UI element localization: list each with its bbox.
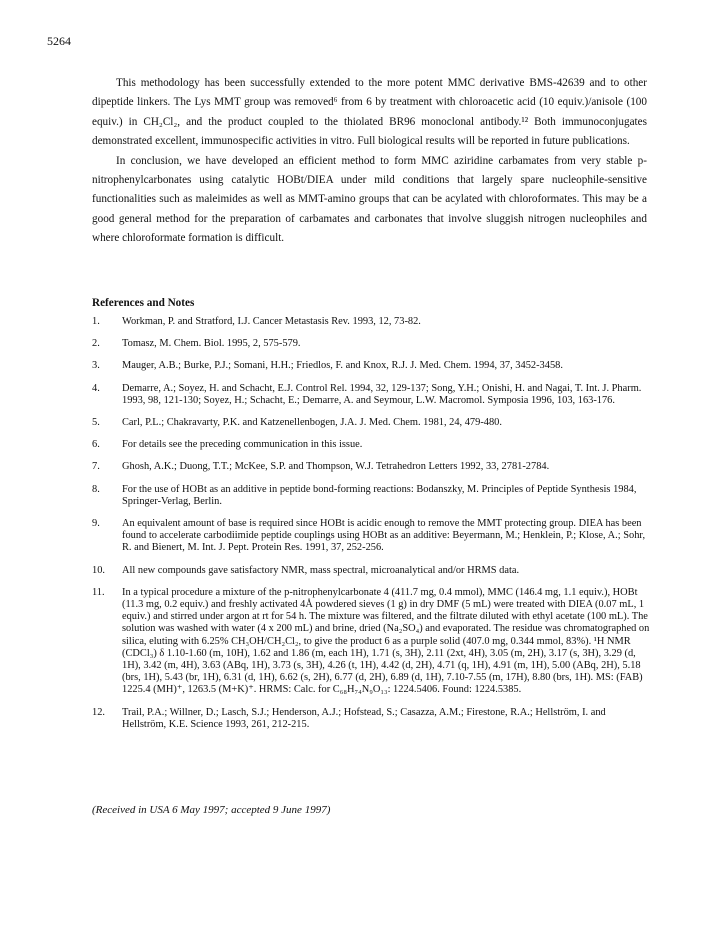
body-text xyxy=(92,74,647,249)
reference-text: Tomasz, M. Chem. Biol. 1995, 2, 575-579. xyxy=(122,338,301,350)
reference-number: 7. xyxy=(92,461,100,473)
reference-text: For details see the preceding communication in this issue. xyxy=(122,439,363,451)
paragraph-conclusion: In conclusion, we have developed an efficient method to form MMC aziridine carbamates from very stable p-nitrophenylcarbonates using catalytic HOBt/DIEA under mild conditions that largely spare nucleophile-sensitive functionalities such as maleimides as well as MMT-amino groups that can be acylated with chloroformates. This may be a good general method for the preparation of carbamates and carbonates that involve sluggish nitrogen nucleophiles and where chloroformate formation is difficult. xyxy=(92,154,647,245)
reference-item xyxy=(92,518,652,555)
reference-text: Demarre, A.; Soyez, H. and Schacht, E.J. Control Rel. 1994, 32, 129-137; Song, Y.H.; Onishi, H. and Nagai, T. Int. J. Pharm. 1993, 98, 121-130; Soyez, H.; Schacht, E.; Demarre, A. and Seymour, L.W. Macromol. Symposia 1996, 103, 163-176. xyxy=(122,382,642,406)
reference-item xyxy=(92,587,652,697)
references-heading: References and Notes xyxy=(92,297,195,309)
reference-number: 12. xyxy=(92,706,105,718)
reference-number: 2. xyxy=(92,338,100,350)
reference-number: 3. xyxy=(92,360,100,372)
reference-item xyxy=(92,316,652,328)
reference-text: In a typical procedure a mixture of the p-nitrophenylcarbonate 4 (411.7 mg, 0.4 mmol), MMC (146.4 mg, 1.1 equiv.), HOBt (11.3 mg, 0.2 equiv.) and freshly activated 4Å powdered sieves (1 g) in dry DMF (5 mL) were treated with DIEA (0.07 mL, 1 equiv.) and stirred under argon at rt for 54 h. The mixture was filtered, and the filtrate diluted with ethyl acetate (100 mL). The solution was washed with water (4 x 200 mL) and brine, dried (Na₂SO₄) and evaporated. The residue was chromatographed on silica, eluting with 6.25% CH₃OH/CH₂Cl₂, to give the product 6 as a purple solid (407.0 mg, 0.344 mmol, 83%). ¹H NMR (CDCl₃) δ 1.10-1.60 (m, 10H), 1.62 and 1.86 (m, each 1H), 1.71 (s, 3H), 2.11 (2xt, 4H), 3.05 (m, 2H), 3.17 (s, 3H), 3.29 (d, 1H), 3.42 (m, 4H), 3.63 (ABq, 1H), 3.73 (s, 3H), 4.26 (t, 1H), 4.42 (d, 2H), 4.71 (q, 1H), 4.91 (m, 1H), 5.00 (ABq, 2H), 5.18 (brs, 1H), 5.43 (br, 1H), 6.31 (d, 1H), 6.62 (s, 2H), 6.77 (d, 2H), 6.89 (d, 1H), 7.10-7.55 (m, 17H), 8.80 (brs, 1H). MS: (FAB) 1225.4 (MH)⁺, 1263.5 (M+K)⁺. HRMS: Calc. for C₆₈H₇₄N₉O₁₃: 1224.5406. Found: 1224.5385. xyxy=(122,586,650,696)
paragraph-methodology: This methodology has been successfully extended to the more potent MMC derivative BMS-42639 and to other dipeptide linkers. The Lys MMT group was removed⁶ from 6 by treatment with chloroacetic acid (10 equiv.)/anisole (100 equiv.) in CH₂Cl₂, and the product coupled to the thiolated BR96 monoclonal antibody.¹² Both immunoconjugates demonstrated excellent, immunospecific activities in vitro. Full biological results will be reported in future publications. xyxy=(92,77,647,148)
reference-number: 4. xyxy=(92,382,100,394)
reference-item xyxy=(92,484,652,508)
received-date xyxy=(92,804,330,816)
received-prefix: (Received in USA 6 May 1997; xyxy=(92,804,229,816)
reference-item xyxy=(92,707,652,731)
reference-text: Trail, P.A.; Willner, D.; Lasch, S.J.; Henderson, A.J.; Hofstead, S.; Casazza, A.M.; Firestone, R.A.; Hellström, I. and Hellström, K.E. Science 1993, 261, 212-215. xyxy=(122,706,606,730)
accepted-date: accepted 9 June 1997) xyxy=(231,804,331,816)
reference-number: 8. xyxy=(92,483,100,495)
reference-text: Ghosh, A.K.; Duong, T.T.; McKee, S.P. and Thompson, W.J. Tetrahedron Letters 1992, 33, 2781-2784. xyxy=(122,461,550,473)
reference-text: An equivalent amount of base is required since HOBt is acidic enough to remove the MMT protecting group. DIEA has been found to accelerate carbodiimide peptide couplings using HOBt as an additive: Beyermann, M.; Henklein, P.; Klose, A.; Sohr, R. and Bienert, M. Int. J. Pept. Protein Res. 1991, 37, 252-256. xyxy=(122,518,646,554)
reference-number: 1. xyxy=(92,316,100,327)
reference-item xyxy=(92,417,652,429)
reference-item xyxy=(92,360,652,372)
reference-text: Mauger, A.B.; Burke, P.J.; Somani, H.H.; Friedlos, F. and Knox, R.J. J. Med. Chem. 1994, 37, 3452-3458. xyxy=(122,360,563,372)
reference-text: Carl, P.L.; Chakravarty, P.K. and Katzenellenbogen, J.A. J. Med. Chem. 1981, 24, 479-480. xyxy=(122,417,502,429)
reference-item xyxy=(92,439,652,451)
reference-item xyxy=(92,338,652,350)
reference-text: For the use of HOBt as an additive in peptide bond-forming reactions: Bodanszky, M. Principles of Peptide Synthesis 1984, Springer-Verlag, Berlin. xyxy=(122,483,637,507)
references-list xyxy=(92,316,652,741)
reference-number: 6. xyxy=(92,439,100,451)
reference-item xyxy=(92,461,652,473)
reference-number: 9. xyxy=(92,518,100,530)
reference-text: Workman, P. and Stratford, I.J. Cancer Metastasis Rev. 1993, 12, 73-82. xyxy=(122,316,421,327)
reference-number: 5. xyxy=(92,417,100,429)
page-number: 5264 xyxy=(47,34,71,48)
reference-item xyxy=(92,383,652,407)
reference-text: All new compounds gave satisfactory NMR, mass spectral, microanalytical and/or HRMS data. xyxy=(122,564,520,576)
reference-number: 10. xyxy=(92,564,105,576)
reference-number: 11. xyxy=(92,586,105,598)
reference-item xyxy=(92,565,652,577)
